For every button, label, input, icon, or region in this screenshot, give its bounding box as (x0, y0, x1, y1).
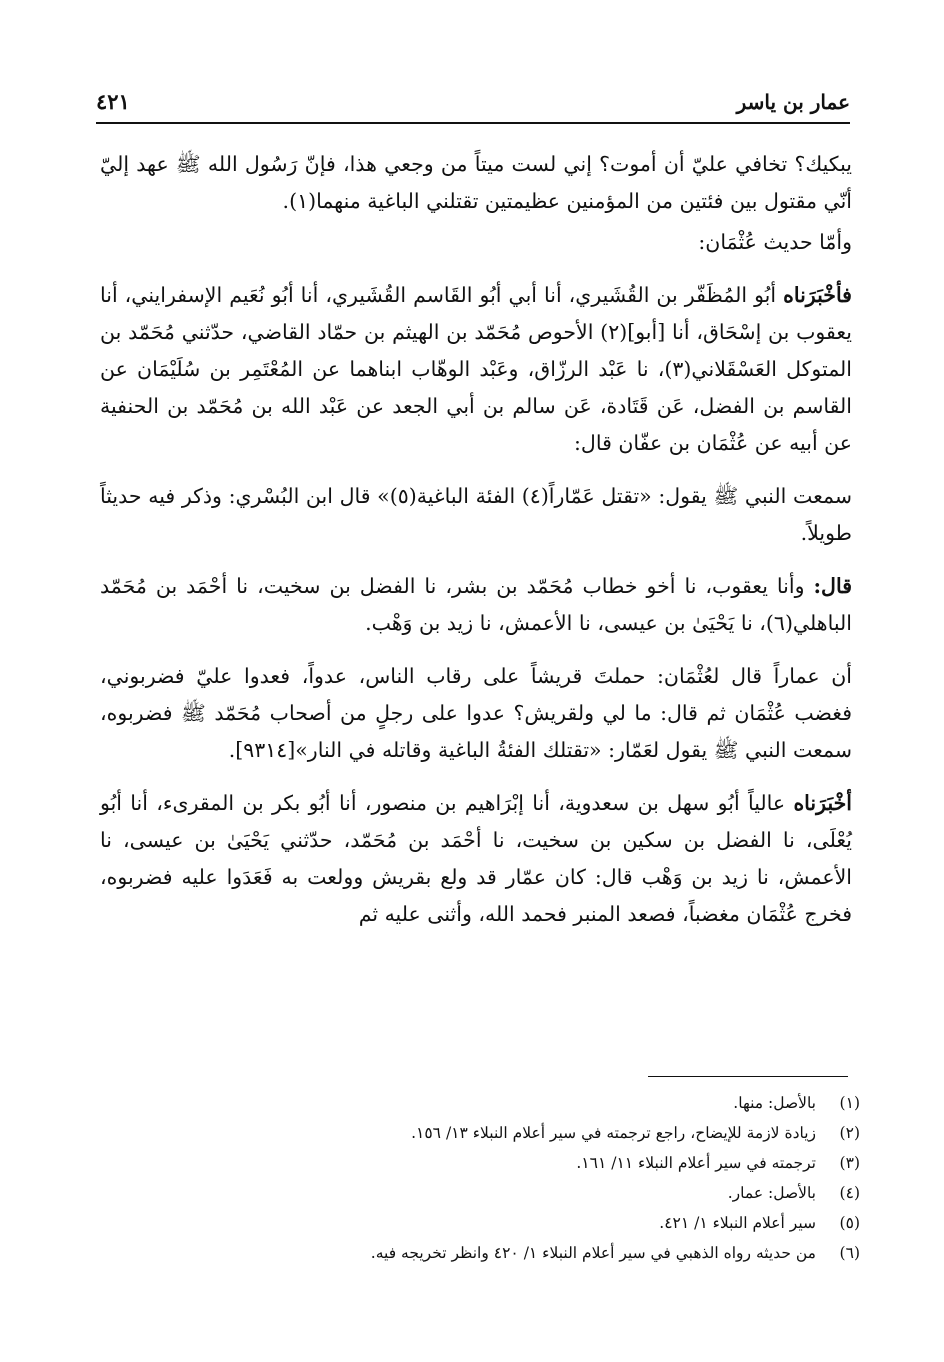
main-text (100, 146, 852, 949)
paragraph (100, 277, 852, 462)
paragraph-text: أبُو المُظَفّر بن القُشَيري، أنا أبي أبُو القَاسم القُشَيري، أنا أبُو نُعَيم الإسفرايني، أنا يعقوب بن إسْحَاق، أنا [أبو](٢) الأحوص مُحَمّد بن الهيثم بن حمّاد القاضي، حدّثني مُحَمّد بن المتوكل العَسْقَلاني(٣)، نا عَبْد الرزّاق، وعَبْد الوهّاب ابناهما عن المُعْتَمِر بن سُلَيْمَان عن القاسم بن الفضل، عَن قَتَادة، عَن سالم بن أبي الجعد عن عَبْد الله بن مُحَمّد بن الحنفية عن أبيه عن عُثْمَان بن عفّان قال: (100, 283, 852, 455)
paragraph (100, 568, 852, 642)
running-title: عمار بن ياسر (736, 90, 850, 114)
footnote-text: بالأصل: عمار. (727, 1184, 816, 1202)
paragraph (100, 785, 852, 933)
footnote (300, 1118, 860, 1148)
footnote (300, 1238, 860, 1268)
paragraph (100, 224, 852, 261)
footnote-number: (٦) (839, 1244, 860, 1262)
paragraph-text: وأنا يعقوب، نا أخو خطاب مُحَمّد بن بشر، نا الفضل بن سخيت، نا أحْمَد بن مُحَمّد الباهلي(٦)، نا يَحْيَىٰ بن عيسى، نا الأعمش، نا زيد بن وَهْب. (100, 574, 852, 635)
footnote-text: سير أعلام النبلاء ١/ ٤٢١. (659, 1214, 816, 1232)
footnote-divider (648, 1076, 848, 1077)
footnote (300, 1208, 860, 1238)
footnote (300, 1088, 860, 1118)
footnote-text: زيادة لازمة للإيضاح، راجع ترجمته في سير أعلام النبلاء ١٣/ ١٥٦. (411, 1124, 816, 1142)
footnote-number: (١) (839, 1094, 860, 1112)
paragraph (100, 478, 852, 552)
footnote (300, 1178, 860, 1208)
footnote-text: ترجمته في سير أعلام النبلاء ١١/ ١٦١. (576, 1154, 816, 1172)
paragraph-text: عالياً أبُو سهل بن سعدوية، أنا إبْرَاهيم بن منصور، أنا أبُو بكر بن المقرىء، أنا أبُو يُعْلَى، نا الفضل بن سكين بن سخيت، نا أحْمَد بن مُحَمّد، حدّثني يَحْيَىٰ بن عيسى، نا الأعمش، نا زيد بن وَهْب قال: كان عمّار قد ولع بقريش وولعت به فَعَدَوا عليه فضربوه، فخرج عُثْمَان مغضباً، فصعد المنبر فحمد الله، وأثنى عليه ثم (100, 791, 852, 926)
paragraph-lead: قال: (813, 574, 852, 598)
paragraph (100, 146, 852, 220)
footnote-number: (٢) (839, 1124, 860, 1142)
page-number: ٤٢١ (96, 89, 130, 114)
paragraph-text: يبكيك؟ تخافي عليّ أن أموت؟ إني لست ميتاً من وجعي هذا، فإنّ رَسُول الله ﷺ عهد إليّ أنّي مقتول بين فئتين من المؤمنين عظيمتين تقتلني الباغية منهما(١). (100, 152, 852, 213)
footnotes (300, 1088, 860, 1268)
footnote (300, 1148, 860, 1178)
paragraph-text: سمعت النبي ﷺ يقول: «تقتل عَمّاراً(٤) الفئة الباغية(٥)» قال ابن البُسْري: وذكر فيه حديثاً طويلاً. (100, 484, 852, 545)
page-header (96, 84, 850, 124)
footnote-text: بالأصل: منها. (733, 1094, 816, 1112)
footnote-number: (٥) (839, 1214, 860, 1232)
paragraph-lead: أخْبَرَناه (793, 791, 852, 815)
footnote-number: (٤) (839, 1184, 860, 1202)
footnote-text: من حديثه رواه الذهبي في سير أعلام النبلاء ١/ ٤٢٠ وانظر تخريجه فيه. (370, 1244, 816, 1262)
paragraph-lead: فأخْبَرَناه (783, 283, 852, 307)
paragraph-text: وأمّا حديث عُثْمَان: (698, 230, 852, 254)
paragraph (100, 658, 852, 769)
paragraph-text: أن عماراً قال لعُثْمَان: حملتَ قريشاً على رقاب الناس، عدواً، فعدوا عليّ فضربوني، فغضب عُثْمَان ثم قال: ما لي ولقريش؟ عدوا على رجلٍ من أصحاب مُحَمّد ﷺ فضربوه، سمعت النبي ﷺ يقول لعَمّار: «تقتلك الفئةُ الباغية وقاتله في النار»[٩٣١٤]. (100, 664, 852, 762)
footnote-number: (٣) (839, 1154, 860, 1172)
